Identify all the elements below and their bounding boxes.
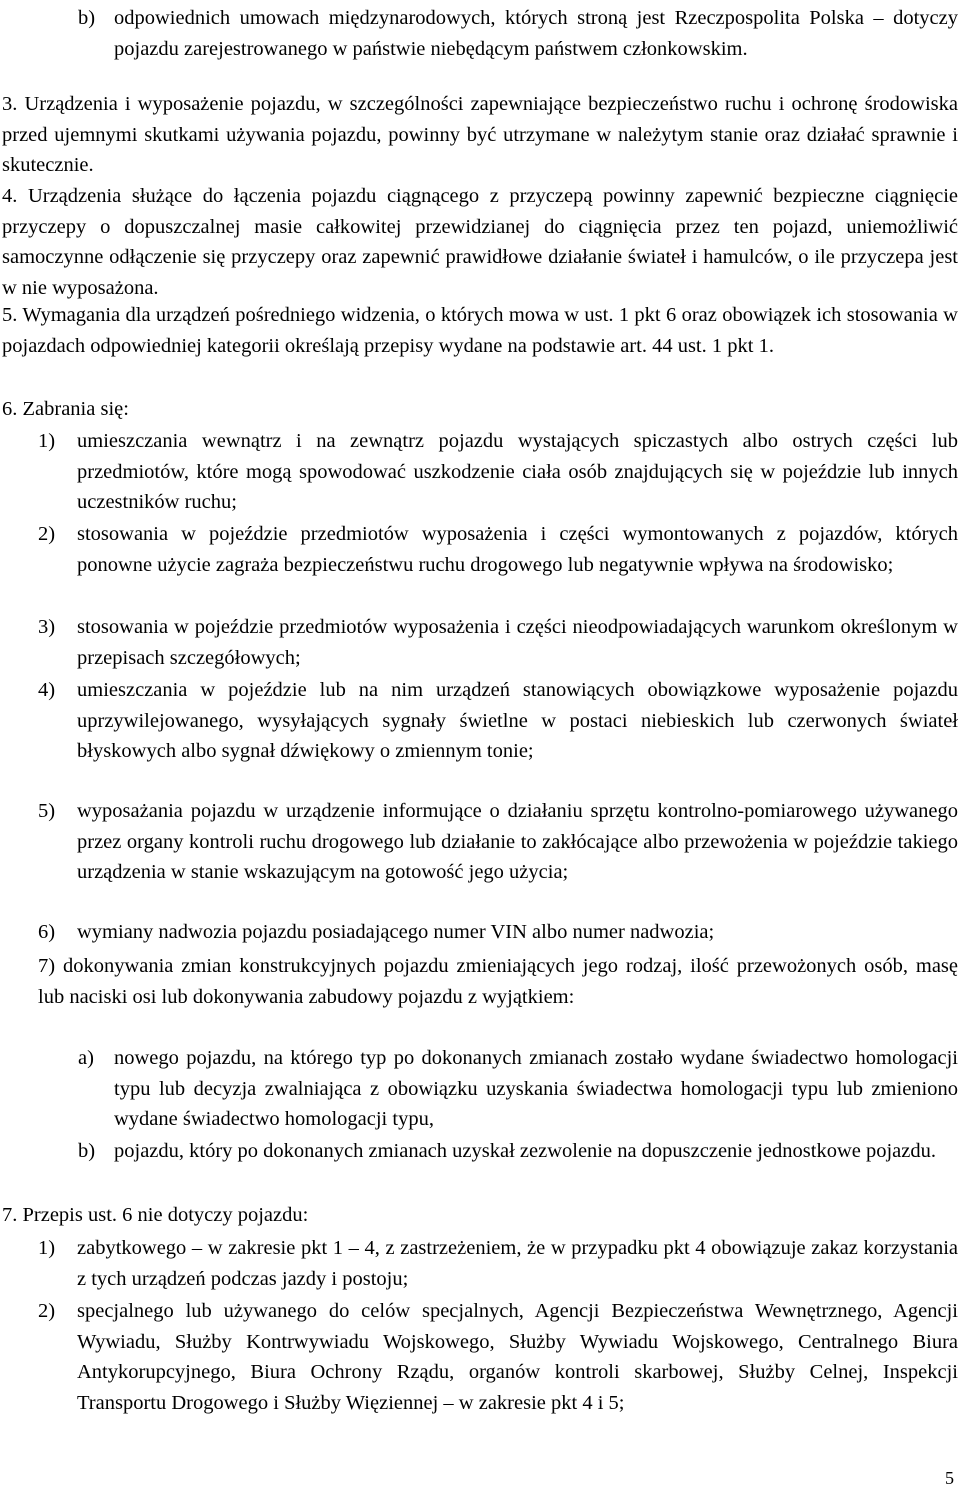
- item-text: umieszczania wewnątrz i na zewnątrz pojazdu wystających spiczastych albo ostrych części lub przedmiotów, które mogą spowodować uszkodzenie ciała osób znajdujących się w pojeździe lub innych uczestników ruchu;: [77, 430, 958, 514]
- item-label: b): [78, 1140, 96, 1162]
- page-number: 5: [945, 1468, 954, 1488]
- item-text: umieszczania w pojeździe lub na nim urządzeń stanowiących obowiązkowe wyposażenie pojazdu uprzywilejowanego, wysyłających sygnały świetlne w postaci niebieskich lub czerwonych świateł błyskowych albo sygnał dźwiękowy o zmiennym tonie;: [77, 679, 958, 763]
- item-text: specjalnego lub używanego do celów specjalnych, Agencji Bezpieczeństwa Wewnętrznego, Agencji Wywiadu, Służby Kontrwywiadu Wojskowego, Służby Wywiadu Wojskowego, Centralnego Biura Antykorupcyjnego, Biura Ochrony Rządu, organów kontroli skarbowej, Służby Celnej, Inspekcji Transportu Drogowego i Służby Więziennej – w zakresie pkt 4 i 5;: [77, 1300, 958, 1414]
- list-item-7: 7) dokonywania zmian konstrukcyjnych pojazdu zmieniających jego rodzaj, ilość przewożonych osób, masę lub naciski osi lub dokonywania zabudowy pojazdu z wyjątkiem:: [38, 955, 958, 1008]
- item-label: 3): [38, 616, 56, 638]
- item-label: 5): [38, 800, 56, 822]
- list-item-6: [38, 917, 958, 948]
- paragraph-3: 3. Urządzenia i wyposażenie pojazdu, w szczególności zapewniające bezpieczeństwo ruchu i ochronę środowiska przed ujemnymi skutkami używania pojazdu, powinny być utrzymane w należytym stanie oraz działać sprawnie i skutecznie.: [2, 93, 958, 177]
- item-text: odpowiednich umowach międzynarodowych, których stroną jest Rzeczpospolita Polska – dotyczy pojazdu zarejestrowanego w państwie niebędącym państwem członkowskim.: [114, 7, 958, 60]
- item-label: a): [78, 1047, 94, 1069]
- item-text: stosowania w pojeździe przedmiotów wyposażenia i części nieodpowiadających warunkom określonym w przepisach szczegółowych;: [77, 616, 958, 669]
- item-text: zabytkowego – w zakresie pkt 1 – 4, z zastrzeżeniem, że w przypadku pkt 4 obowiązuje zakaz korzystania z tych urządzeń podczas jazdy i postoju;: [77, 1237, 958, 1290]
- item-text: stosowania w pojeździe przedmiotów wyposażenia i części wymontowanych z pojazdów, których ponowne użycie zagraża bezpieczeństwu ruchu drogowego lub negatywnie wpływa na środowisko;: [77, 523, 958, 576]
- list-item-1: [38, 1233, 958, 1294]
- item-label: 2): [38, 1300, 56, 1322]
- item-text: pojazdu, który po dokonanych zmianach uzyskał zezwolenie na dopuszczenie jednostkowe pojazdu.: [114, 1140, 936, 1162]
- list-item-2: [38, 1296, 958, 1418]
- item-text: nowego pojazdu, na którego typ po dokonanych zmianach zostało wydane świadectwo homologacji typu lub decyzja zwalniająca z obowiązku uzyskania świadectwa homologacji typu lub zmieniono wydane świadectwo homologacji typu,: [114, 1047, 958, 1131]
- paragraph-4: 4. Urządzenia służące do łączenia pojazdu ciągnącego z przyczepą powinny zapewnić bezpieczne ciągnięcie przyczepy o dopuszczalnej masie całkowitej przewidzianej do ciągnięcia przez ten pojazd, uniemożliwić samoczynne odłączenie się przyczepy oraz zapewnić prawidłowe działanie świateł i hamulców, o ile przyczepa jest w nie wyposażona.: [2, 185, 958, 299]
- item-label: 6): [38, 921, 56, 943]
- paragraph-6: 6. Zabrania się:: [2, 398, 129, 420]
- paragraph-5: 5. Wymagania dla urządzeń pośredniego widzenia, o których mowa w ust. 1 pkt 6 oraz obowiązek ich stosowania w pojazdach odpowiedniej kategorii określają przepisy wydane na podstawie art. 44 ust. 1 pkt 1.: [2, 304, 958, 357]
- list-item-5: [38, 796, 958, 888]
- item-label: 1): [38, 1237, 56, 1259]
- list-item-2: [38, 519, 958, 580]
- list-item-b: [78, 3, 958, 64]
- item-text: wyposażania pojazdu w urządzenie informujące o działaniu sprzętu kontrolno-pomiarowego używanego przez organy kontroli ruchu drogowego lub działanie to zakłócające albo przewożenia w pojeździe takiego urządzenia w stanie wskazującym na gotowość jego użycia;: [77, 800, 958, 884]
- item-label: 2): [38, 523, 56, 545]
- item-label: b): [78, 7, 96, 29]
- item-label: 1): [38, 430, 56, 452]
- list-item-1: [38, 426, 958, 518]
- list-item-4: [38, 675, 958, 767]
- item-text: wymiany nadwozia pojazdu posiadającego numer VIN albo numer nadwozia;: [77, 921, 715, 943]
- list-item-3: [38, 612, 958, 673]
- list-item-a: [78, 1043, 958, 1135]
- item-label: 4): [38, 679, 56, 701]
- paragraph-7: 7. Przepis ust. 6 nie dotyczy pojazdu:: [2, 1204, 309, 1226]
- list-item-b: [78, 1136, 958, 1167]
